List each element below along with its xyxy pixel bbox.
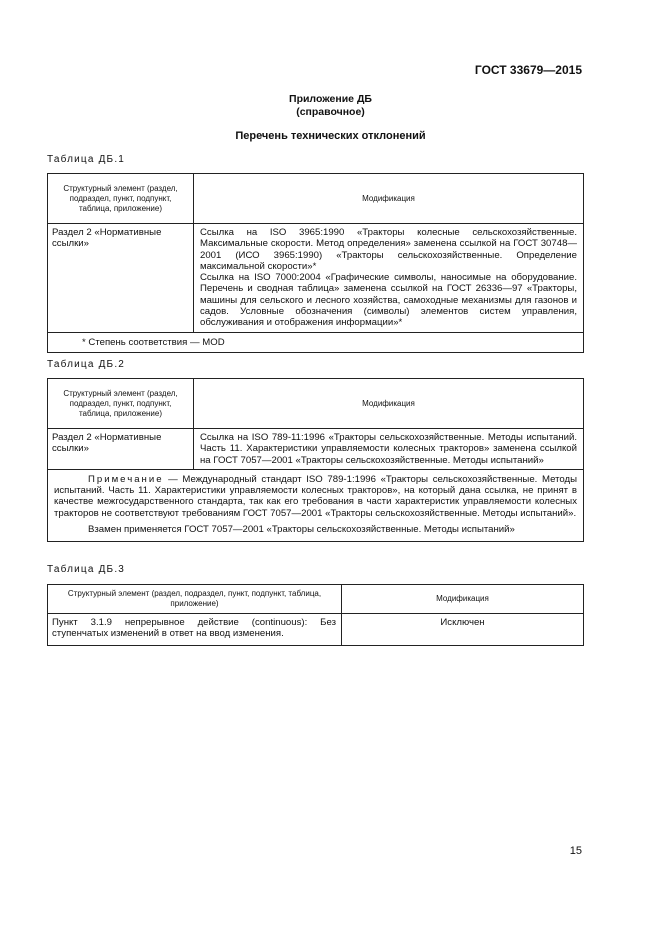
table2-header-modification: Модификация	[194, 379, 584, 429]
appendix-subtitle: (справочное)	[296, 106, 365, 118]
table1-row1-modification-part1: Ссылка на ISO 3965:1990 «Тракторы колесные сельскохозяйственные. Максимальные скорости. Метод определения» заменена ссылкой на ГОСТ 30748—2001 (ИСО 3965:1990) «Тракторы сельскохозяйственные. Определение максимальной скорости»*	[200, 227, 577, 272]
table2-note	[48, 469, 584, 541]
table-row	[48, 224, 584, 333]
table-db1	[47, 173, 584, 353]
table3-header-modification: Модификация	[342, 585, 584, 614]
table1-footnote: * Степень соответствия — MOD	[48, 332, 584, 352]
table3-row1-element: Пункт 3.1.9 непрерывное действие (continuous): Без ступенчатых изменений в ответ на ввод изменения.	[48, 614, 342, 646]
table1-row1-modification	[194, 224, 584, 333]
appendix-title: Приложение ДБ	[289, 93, 372, 105]
deviations-heading: Перечень технических отклонений	[235, 130, 426, 142]
table1-row1-modification-part2: Ссылка на ISO 7000:2004 «Графические символы, наносимые на оборудование. Перечень и сводная таблица» заменена ссылкой на ГОСТ 26336—97 «Тракторы, машины для сельского и лесного хозяйства, самоходные механизмы для газонов и садов. Условные обозначения (символы) элементов систем управления, обслуживания и отображения информации»*	[200, 272, 577, 329]
table1-header-element: Структурный элемент (раздел, подраздел, пункт, подпункт, таблица, приложение)	[48, 174, 194, 224]
table2-note-label: Примечание	[88, 473, 164, 485]
table-row	[48, 429, 584, 470]
table2-caption: Таблица ДБ.2	[47, 359, 126, 370]
table3-caption: Таблица ДБ.3	[47, 564, 126, 575]
table1-caption: Таблица ДБ.1	[47, 154, 126, 165]
appendix-title-block	[0, 93, 661, 119]
document-designation: ГОСТ 33679—2015	[474, 63, 582, 77]
table2-row1-modification: Ссылка на ISO 789-11:1996 «Тракторы сельскохозяйственные. Методы испытаний. Часть 11. Характеристики управляемости колесных тракторов» заменена ссылкой на ГОСТ 7057—2001 «Тракторы сельскохозяйственные. Методы испытаний»	[194, 429, 584, 470]
table-row	[48, 614, 584, 646]
table1-row1-element: Раздел 2 «Нормативные ссылки»	[48, 224, 194, 333]
table2-header-element: Структурный элемент (раздел, подраздел, пункт, подпункт, таблица, приложение)	[48, 379, 194, 429]
table2-note-body: — Международный стандарт ISO 789-1:1996 «Тракторы сельскохозяйственные. Методы испытаний. Часть 11. Характеристики управляемости колесных тракторов», на который дана ссылка, не принят в качестве межгосударственного стандарта, так как его требования в части характеристик управляемости колесных тракторов не соответствуют требованиям ГОСТ 7057—2001 «Тракторы сельскохозяйственные. Методы испытаний».	[54, 473, 577, 519]
table3-header-element: Структурный элемент (раздел, подраздел, пункт, подпункт, таблица, приложение)	[48, 585, 342, 614]
table3-row1-modification: Исключен	[342, 614, 584, 646]
table-db3	[47, 584, 584, 646]
table2-note-text	[54, 474, 577, 519]
table2-note-replacement: Взамен применяется ГОСТ 7057—2001 «Тракторы сельскохозяйственные. Методы испытаний»	[88, 524, 515, 536]
table-db2	[47, 378, 584, 542]
page-number: 15	[569, 845, 582, 857]
table2-row1-element: Раздел 2 «Нормативные ссылки»	[48, 429, 194, 470]
table1-header-modification: Модификация	[194, 174, 584, 224]
